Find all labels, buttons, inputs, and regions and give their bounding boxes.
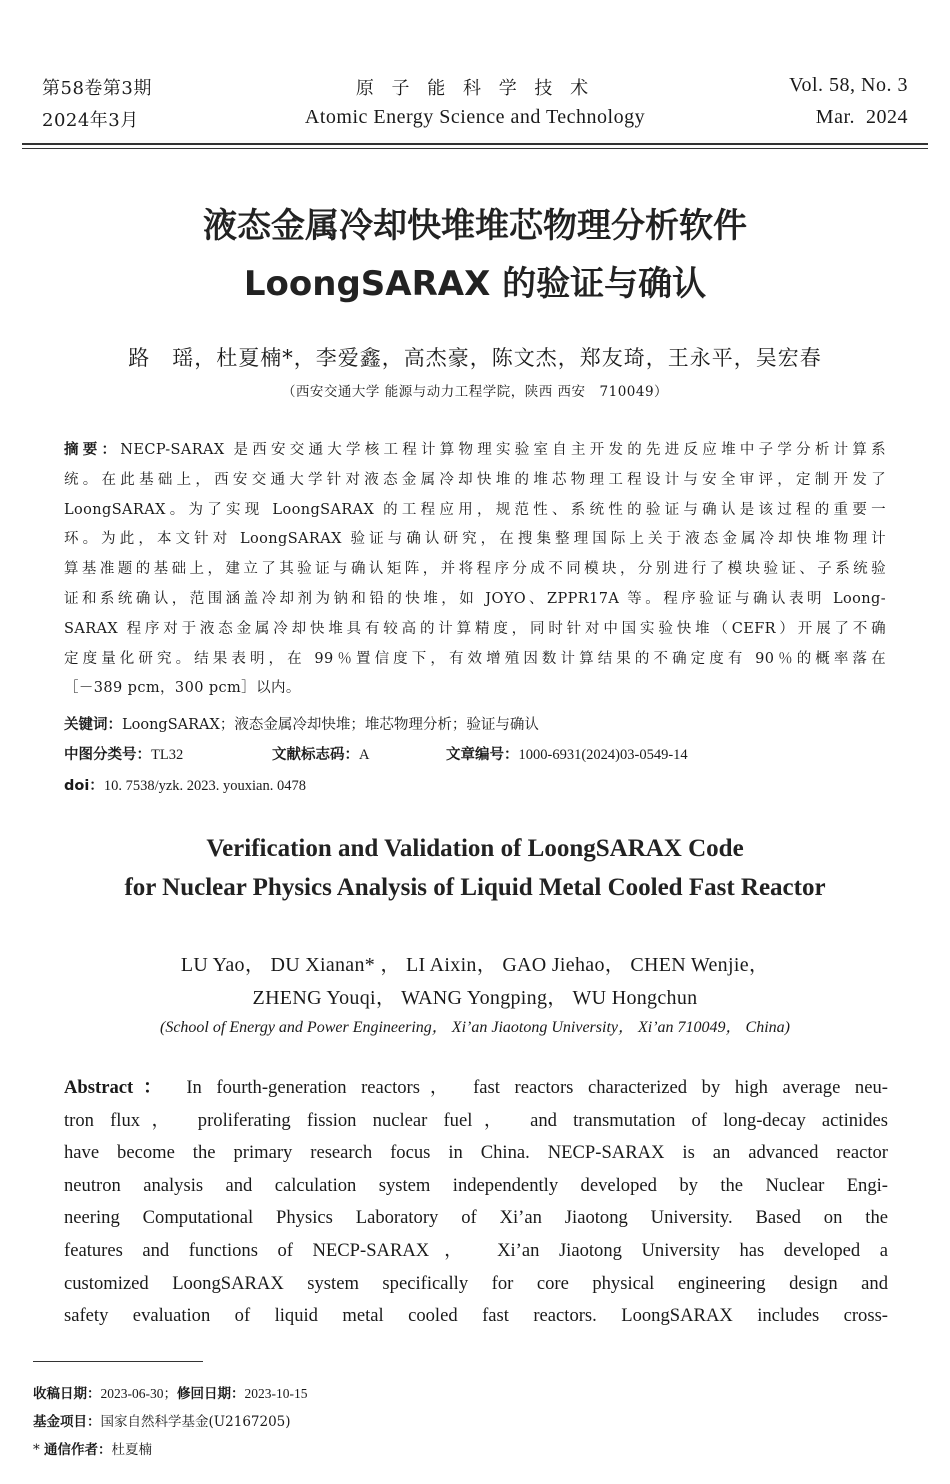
- abstract-en-line: neering Computational Physics Laboratory of Xi’an Jiaotong University. Based on the: [64, 1207, 888, 1229]
- doc-code-value: A: [359, 747, 370, 763]
- keywords-value: LoongSARAX；液态金属冷却快堆；堆芯物理分析；验证与确认: [122, 717, 539, 733]
- abstract-cn-line: 证和系统确认，范围涵盖冷却剂为钠和铅的快堆，如 JOYO、ZPPR17A 等。程序验证与确认表明 Loong-: [64, 590, 886, 607]
- volume-issue-en: Vol. 58, No. 3: [789, 74, 908, 96]
- abstract-cn-line: LoongSARAX。为了实现 LoongSARAX 的工程应用，规范性、系统性的验证与确认是该过程的重要一: [64, 501, 886, 518]
- doi-label: doi：: [64, 778, 104, 794]
- abstract-cn-line: 环。为此，本文针对 LoongSARAX 验证与确认研究，在搜集整理国际上关于液态金属冷却快堆物理计: [64, 531, 886, 548]
- footnote-corresponding: [33, 1438, 152, 1458]
- footnote-dates: [33, 1382, 308, 1402]
- date-en: Mar. 2024: [815, 106, 908, 128]
- revised-date: 2023-10-15: [244, 1386, 308, 1401]
- abstract-en-line: have become the primary research focus in China. NECP-SARAX is an advanced reactor: [64, 1142, 888, 1164]
- doi-value: 10. 7538/yzk. 2023. youxian. 0478: [103, 778, 306, 794]
- corresponding-value: 杜夏楠: [111, 1442, 153, 1458]
- abstract-cn-line: ［－389 pcm，300 pcm］以内。: [64, 680, 301, 697]
- abstract-cn: [64, 436, 886, 704]
- journal-name-en: Atomic Energy Science and Technology: [304, 106, 646, 128]
- abstract-en-line: tron flux， proliferating fission nuclear fuel， and transmutation of long-decay actinides: [64, 1109, 888, 1131]
- abstract-en-line: In fourth-generation reactors， fast reactors characterized by high average neu-: [186, 1077, 888, 1098]
- volume-issue-cn: 第58卷第3期: [42, 78, 152, 99]
- article-number: [446, 743, 688, 764]
- corresponding-mark: *: [33, 1442, 40, 1458]
- authors-en-line2: ZHENG Youqi， WANG Yongping， WU Hongchun: [252, 987, 698, 1009]
- abstract-cn-label: 摘要：: [64, 442, 121, 458]
- corresponding-label: 通信作者：: [44, 1442, 112, 1458]
- abstract-en-line: customized LoongSARAX system specifically for core physical engineering design and: [64, 1272, 888, 1294]
- clc-value: TL32: [151, 747, 184, 763]
- received-date: 2023-06-30；: [100, 1386, 177, 1401]
- abstract-en-line: features and functions of NECP-SARAX， Xi’an Jiaotong University has developed a: [64, 1239, 888, 1261]
- clc-number: [64, 743, 183, 764]
- header-rule-thin: [22, 148, 928, 149]
- abstract-cn-line: NECP-SARAX 是西安交通大学核工程计算物理实验室自主开发的先进反应堆中子学分析计算系: [120, 442, 886, 458]
- fund-label: 基金项目：: [33, 1414, 101, 1430]
- authors-en-line1: LU Yao， DU Xianan* ， LI Aixin， GAO Jiehao， CHEN Wenjie，: [180, 954, 770, 976]
- date-cn: 2024年3月: [42, 110, 139, 131]
- title-cn-line2: LoongSARAX 的验证与确认: [243, 264, 707, 304]
- received-label: 收稿日期：: [33, 1386, 101, 1402]
- abstract-en-line: neutron analysis and calculation system independently developed by the Nuclear Engi-: [64, 1174, 888, 1196]
- abstract-cn-line: 定度量化研究。结果表明，在 99％置信度下，有效增殖因数计算结果的不确定度有 90％的概率落在: [64, 650, 886, 667]
- abstract-en: [64, 1072, 888, 1333]
- revised-label: 修回日期：: [177, 1386, 245, 1402]
- abstract-cn-line: 统。在此基础上，西安交通大学针对液态金属冷却快堆的堆芯物理工程设计与安全审评，定制开发了: [64, 471, 886, 488]
- keywords-label: 关键词：: [64, 717, 122, 733]
- doi: [64, 774, 306, 795]
- clc-label: 中图分类号：: [64, 747, 151, 763]
- header-rule-thick: [22, 143, 928, 145]
- abstract-en-line: safety evaluation of liquid metal cooled fast reactors. LoongSARAX includes cross-: [64, 1305, 888, 1327]
- affiliation-cn: （西安交通大学 能源与动力工程学院，陕西 西安 710049）: [281, 384, 669, 400]
- doc-code-label: 文献标志码：: [272, 747, 359, 763]
- title-en-line2: for Nuclear Physics Analysis of Liquid Metal Cooled Fast Reactor: [124, 874, 826, 901]
- title-cn-line1: 液态金属冷却快堆堆芯物理分析软件: [203, 206, 747, 246]
- journal-name-cn: 原 子 能 科 学 技 术: [355, 78, 595, 99]
- article-number-label: 文章编号：: [446, 747, 519, 763]
- fund-value: 国家自然科学基金(U2167205): [100, 1414, 291, 1430]
- abstract-cn-line: SARAX 程序对于液态金属冷却快堆具有较高的计算精度，同时针对中国实验快堆（CEFR）开展了不确: [64, 620, 886, 637]
- footnote-rule: [33, 1361, 203, 1362]
- affiliation-en: (School of Energy and Power Engineering， Xi’an Jiaotong University， Xi’an 710049， China): [160, 1019, 790, 1036]
- abstract-en-label: Abstract：: [64, 1077, 172, 1098]
- abstract-cn-line: 算基准题的基础上，建立了其验证与确认矩阵，并将程序分成不同模块，分别进行了模块验证、子系统验: [64, 561, 886, 578]
- keywords: [64, 713, 539, 734]
- document-code: [272, 743, 369, 764]
- article-number-value: 1000-6931(2024)03-0549-14: [518, 747, 688, 763]
- title-en-line1: Verification and Validation of LoongSARAX Code: [206, 835, 744, 862]
- footnote-fund: [33, 1410, 291, 1430]
- authors-cn: 路 瑶，杜夏楠*，李爱鑫，高杰豪，陈文杰，郑友琦，王永平，吴宏春: [128, 346, 822, 370]
